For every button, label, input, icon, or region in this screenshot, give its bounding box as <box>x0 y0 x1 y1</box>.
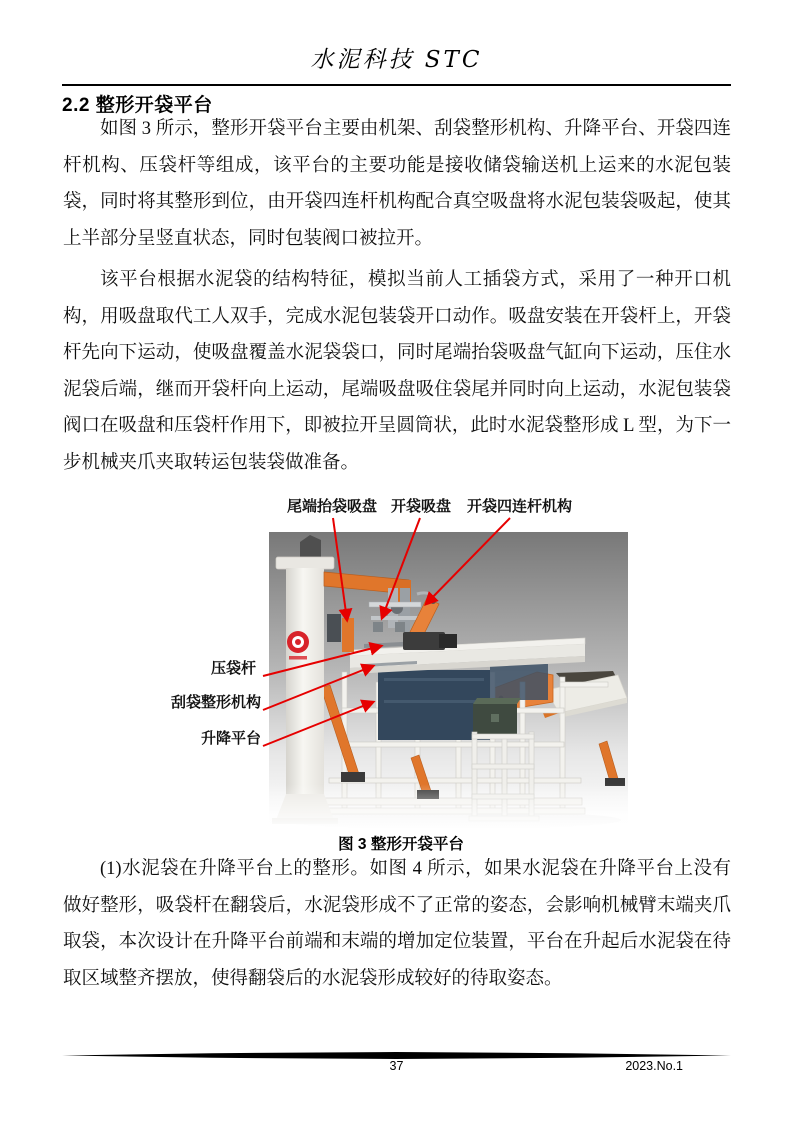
section-heading: 2.2 整形开袋平台 <box>62 95 213 116</box>
label-four-bar-linkage: 开袋四连杆机构 <box>467 498 573 515</box>
label-press-rod: 压袋杆 <box>211 660 257 677</box>
tail-lift-bracket <box>342 618 354 652</box>
machine-render <box>269 532 628 828</box>
control-box <box>473 698 521 734</box>
paragraph-3: (1)水泥袋在升降平台上的整形。如图 4 所示，如果水泥袋在升降平台上没有做好整形，吸袋杆在翻袋后，水泥袋形成不了正常的姿态，会影响机械臂末端夹爪取袋，本次设计在升降平台前端和末端的增加定位装置，平台在升起后水泥袋在待取区域整齐摆放，使得翻袋后的水泥袋形成较好的待取姿态。 <box>63 859 731 989</box>
figure-caption: 图 3 整形开袋平台 <box>338 836 464 853</box>
figure-3 <box>170 494 632 856</box>
label-scrape-shaping: 刮袋整形机构 <box>171 694 262 711</box>
label-tail-lift-sucker: 尾端抬袋吸盘 <box>287 498 378 515</box>
paragraph-2: 该平台根据水泥袋的结构特征，模拟当前人工插袋方式，采用了一种开口机构，用吸盘取代工人双手，完成水泥包装袋开口动作。吸盘安装在开袋杆上，开袋杆先向下运动，使吸盘覆盖水泥袋袋口，同时尾端抬袋吸盘气缸向下运动，压住水泥袋后端，继而开袋杆向上运动，尾端吸盘吸住袋尾并同时向上运动，水泥包装袋阀口在吸盘和压袋杆作用下，即被拉开呈圆筒状，此时水泥袋整形成 L 型，为下一步机械夹爪夹取转运包装袋做准备。 <box>63 270 731 473</box>
footer-rule <box>62 1052 731 1059</box>
label-opening-sucker: 开袋吸盘 <box>391 498 452 515</box>
machine-illustration <box>269 532 628 828</box>
paragraph-1: 如图 3 所示，整形开袋平台主要由机架、刮袋整形机构、升降平台、开袋四连杆机构、压袋杆等组成，该平台的主要功能是接收储袋输送机上运来的水泥包装袋，同时将其整形到位，由开袋四连杆机构配合真空吸盘将水泥包装袋吸起，使其上半部分呈竖直状态，同时包装阀口被拉开。 <box>63 119 731 249</box>
label-lifting-platform: 升降平台 <box>201 730 262 747</box>
issue-label: 2023.No.1 <box>625 1059 683 1073</box>
journal-title: 水泥科技 STC <box>310 47 483 73</box>
page-number: 37 <box>389 1059 404 1073</box>
header-rule <box>62 84 731 86</box>
